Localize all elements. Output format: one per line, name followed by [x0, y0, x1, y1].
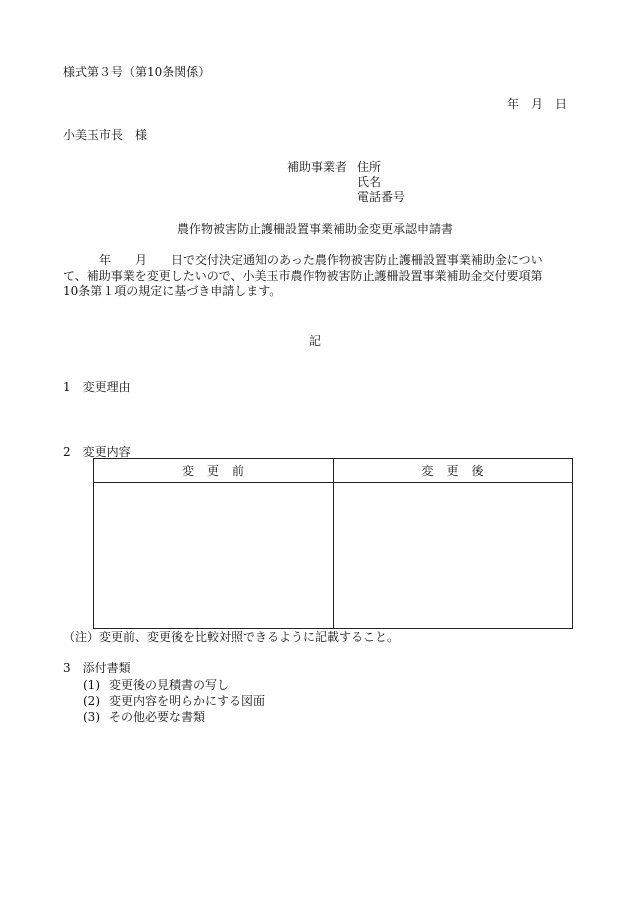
comparison-table [93, 458, 573, 629]
applicant-phone-label: 電話番号 [357, 190, 406, 204]
date-line: 年 月 日 [507, 97, 568, 111]
attachment-list [83, 677, 265, 725]
attachment-text: 変更後の見積書の写し [109, 678, 230, 692]
attachment-text: 変更内容を明らかにする図面 [109, 694, 266, 708]
attachment-text: その他必要な書類 [109, 710, 206, 724]
header-after-change: 変 更 後 [333, 459, 573, 483]
section-change-content: 2 変更内容 [63, 445, 131, 459]
attachment-item [83, 709, 265, 725]
addressee: 小美玉市長 様 [63, 128, 148, 142]
attachment-number: (2) [83, 694, 100, 708]
attachment-item [83, 693, 265, 709]
body-paragraph [63, 253, 573, 300]
document-title: 農作物被害防止護柵設置事業補助金変更承認申請書 [176, 222, 453, 236]
applicant-role: 補助事業者 [287, 160, 348, 174]
attachment-number: (3) [83, 710, 100, 724]
cell-before-change[interactable] [94, 483, 334, 629]
body-line: 年 月 日で交付決定通知のあった農作物被害防止護柵設置事業補助金につい [63, 253, 543, 267]
body-line: て、補助事業を変更したいので、小美玉市農作物被害防止護柵設置事業補助金交付要項第 [63, 268, 543, 283]
body-line: 10条第１項の規定に基づき申請します。 [63, 284, 282, 298]
section-change-reason: 1 変更理由 [63, 380, 131, 394]
table-note: （注）変更前、変更後を比較対照できるように記載すること。 [63, 630, 400, 644]
applicant-fields [357, 160, 405, 205]
header-before-change: 変 更 前 [94, 459, 334, 483]
section-attachments: 3 添付書類 [63, 661, 131, 675]
cell-after-change[interactable] [333, 483, 573, 629]
ki-heading: 記 [308, 334, 321, 348]
form-number: 様式第３号（第10条関係） [63, 65, 211, 79]
attachment-number: (1) [83, 678, 100, 692]
attachment-item [83, 677, 265, 693]
applicant-address-label: 住所 [357, 160, 382, 174]
applicant-name-label: 氏名 [357, 175, 382, 189]
